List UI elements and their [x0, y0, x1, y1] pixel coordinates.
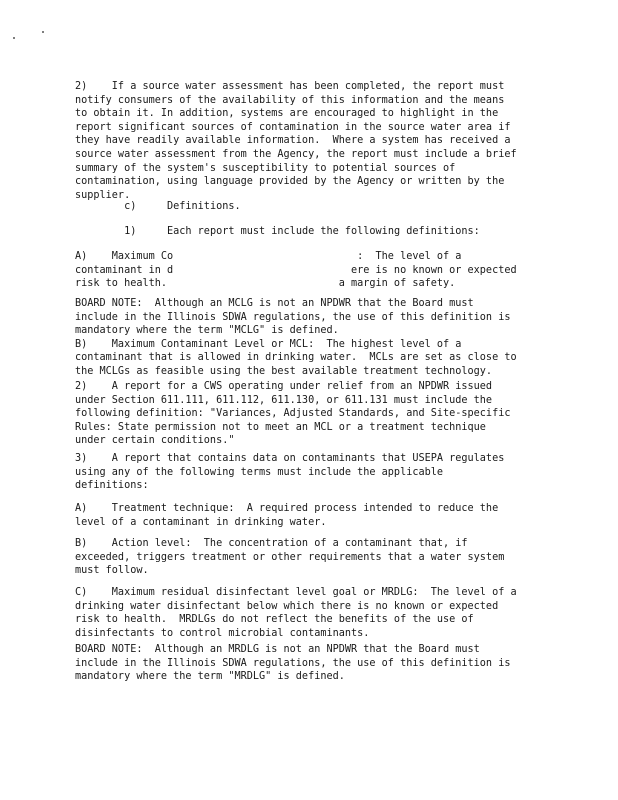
paragraph-each-report: 1) Each report must include the following definitions:: [75, 226, 480, 237]
heading-definitions: c) Definitions.: [75, 201, 241, 212]
board-note-mrdlg: BOARD NOTE: Although an MRDLG is not an NPDWR that the Board must include in the Illinois SDWA regulations, the use of this definition is mandatory where the term "MRDLG" is defined.: [75, 644, 511, 683]
paragraph-source-water-assessment: 2) If a source water assessment has been completed, the report must notify consumers of the availability of this information and the means to obtain it. In addition, systems are encouraged to highlight in the report significant sources of contamination in the source water area if they have readily available information. Where a system has received a source water assessment from the Agency, the report must include a brief summary of the system's susceptibility to potential sources of contamination, using language provided by the Agency or written by the supplier.: [75, 81, 517, 201]
scan-speck: [13, 37, 15, 39]
paragraph-usepa-terms: 3) A report that contains data on contaminants that USEPA regulates using any of the following terms must include the applicable definitions:: [75, 453, 505, 492]
definition-mclg: A) Maximum Co : The level of a contaminant in d ere is no known or expected risk to health. a margin of safety.: [75, 251, 517, 290]
paragraph-variance: 2) A report for a CWS operating under relief from an NPDWR issued under Section 611.111, 611.112, 611.130, or 611.131 must include the following definition: "Variances, Adjusted Standards, and Site-specific Rules: State permission not to meet an MCL or a treatment technique under certain conditions.": [75, 381, 511, 447]
scan-speck: [42, 31, 44, 33]
board-note-mclg: BOARD NOTE: Although an MCLG is not an NPDWR that the Board must include in the Illinois SDWA regulations, the use of this definition is mandatory where the term "MCLG" is defined. B) Maximum Contaminant Level or MCL: The highest level of a contaminant that is allowed in drinking water. MCLs are set as close to the MCLGs as feasible using the best available treatment technology.: [75, 298, 517, 377]
definition-action-level: B) Action level: The concentration of a contaminant that, if exceeded, triggers treatment or other requirements that a water system must follow.: [75, 538, 505, 577]
definition-mrdlg: C) Maximum residual disinfectant level goal or MRDLG: The level of a drinking water disinfectant below which there is no known or expected risk to health. MRDLGs do not reflect the benefits of the use of disinfectants to control microbial contaminants.: [75, 587, 517, 639]
definition-treatment-technique: A) Treatment technique: A required process intended to reduce the level of a contaminant in drinking water.: [75, 503, 499, 528]
